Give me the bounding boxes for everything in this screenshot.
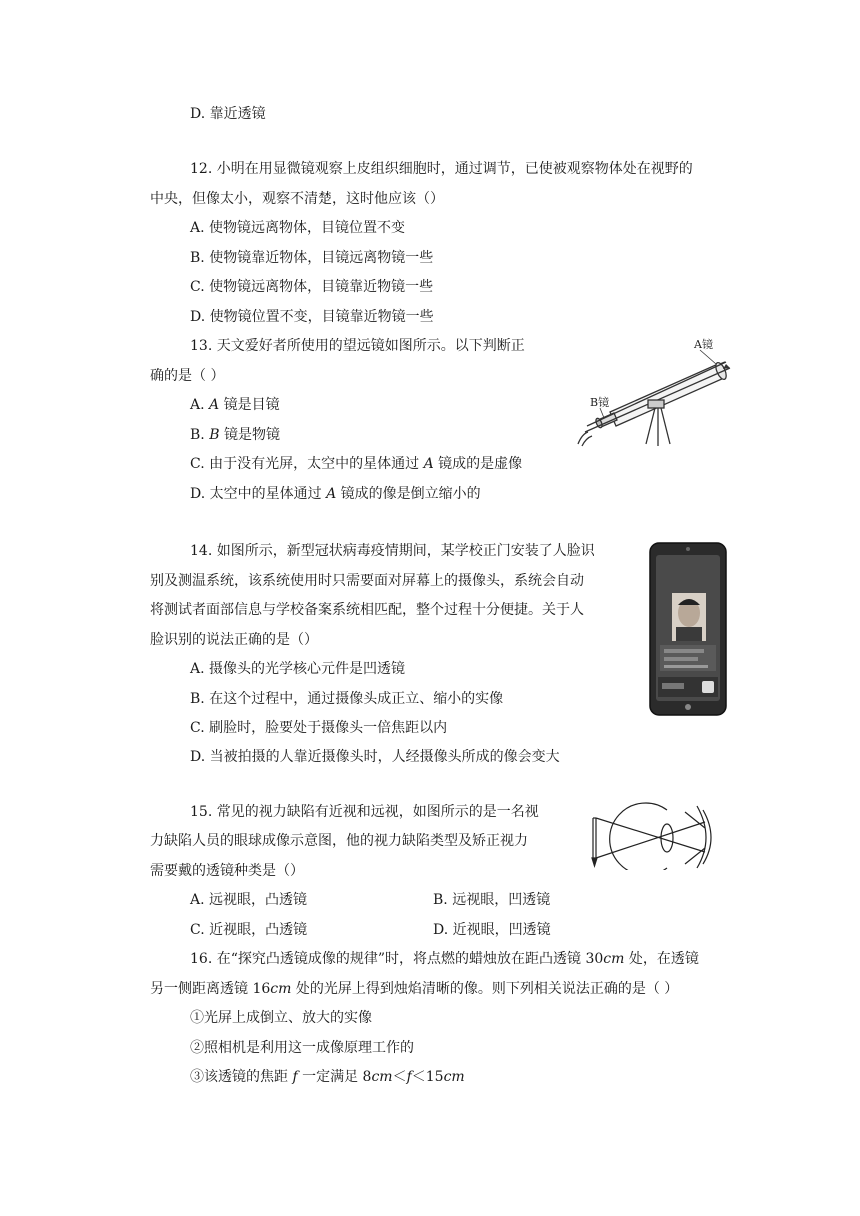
q13-option-b: B. B 镜是物镜	[190, 427, 280, 443]
telescope-figure	[570, 334, 740, 454]
eye-imaging-figure	[587, 800, 737, 870]
q13-option-c: C. 由于没有光屏，太空中的星体通过 A 镜成的是虚像	[190, 456, 523, 472]
q12-option-b: B. 使物镜靠近物体，目镜远离物镜一些	[190, 250, 434, 266]
q12-option-d: D. 使物镜位置不变，目镜靠近物镜一些	[190, 309, 434, 325]
q14-option-c: C. 刷脸时，脸要处于摄像头一倍焦距以内	[190, 720, 448, 736]
q15-stem-line2: 力缺陷人员的眼球成像示意图，他的视力缺陷类型及矫正视力	[150, 833, 528, 849]
q12-option-a: A. 使物镜远离物体，目镜位置不变	[190, 220, 406, 236]
q14-option-a: A. 摄像头的光学核心元件是凹透镜	[190, 661, 406, 677]
q14-option-d: D. 当被拍摄的人靠近摄像头时，人经摄像头所成的像会变大	[190, 749, 560, 765]
q13-stem-line1: 13. 天文爱好者所使用的望远镜如图所示。以下判断正	[190, 338, 525, 354]
q15-option-b: B. 远视眼，凹透镜	[433, 892, 551, 908]
q12-option-c: C. 使物镜远离物体，目镜靠近物镜一些	[190, 279, 434, 295]
q14-stem-line3: 将测试者面部信息与学校备案系统相匹配，整个过程十分便捷。关于人	[150, 602, 584, 618]
label-a-lens: A镜	[694, 338, 713, 351]
q15-stem-line3: 需要戴的透镜种类是（）	[150, 863, 304, 879]
q15-stem-line1: 15. 常见的视力缺陷有近视和远视，如图所示的是一名视	[190, 804, 539, 820]
q12-stem-line1: 12. 小明在用显微镜观察上皮组织细胞时，通过调节，已使被观察物体处在视野的	[190, 161, 693, 177]
q12-stem-line2: 中央，但像太小，观察不清楚，这时他应该（）	[150, 191, 444, 207]
q14-stem-line4: 脸识别的说法正确的是（）	[150, 632, 318, 648]
q16-statement-1: ①光屏上成倒立、放大的实像	[190, 1010, 372, 1026]
q14-stem-line2: 别及测温系统，该系统使用时只需要面对屏幕上的摄像头，系统会自动	[150, 573, 584, 589]
label-b-lens: B镜	[590, 396, 610, 409]
q16-stem-line2: 另一侧距离透镜 16cm 处的光屏上得到烛焰清晰的像。则下列相关说法正确的是（ ）	[150, 981, 679, 997]
q16-stem-line1: 16. 在“探究凸透镜成像的规律”时，将点燃的蜡烛放在距凸透镜 30cm 处，在透镜	[190, 951, 699, 967]
face-recognition-device-figure	[648, 541, 728, 717]
q13-option-a: A. A 镜是目镜	[190, 397, 280, 413]
q14-option-b: B. 在这个过程中，通过摄像头成正立、缩小的实像	[190, 691, 504, 707]
q14-stem-line1: 14. 如图所示，新型冠状病毒疫情期间，某学校正门安装了人脸识	[190, 543, 595, 559]
q13-option-d: D. 太空中的星体通过 A 镜成的像是倒立缩小的	[190, 486, 481, 502]
q15-option-a: A. 远视眼，凸透镜	[190, 892, 308, 908]
q16-statement-2: ②照相机是利用这一成像原理工作的	[190, 1040, 414, 1056]
q15-option-c: C. 近视眼，凸透镜	[190, 922, 308, 938]
q11-option-d: D. 靠近透镜	[190, 106, 266, 122]
q15-option-d: D. 近视眼，凹透镜	[433, 922, 551, 938]
q16-statement-3: ③该透镜的焦距 f 一定满足 8cm＜f＜15cm	[190, 1069, 465, 1085]
q13-stem-line2: 确的是（ ）	[150, 368, 225, 384]
